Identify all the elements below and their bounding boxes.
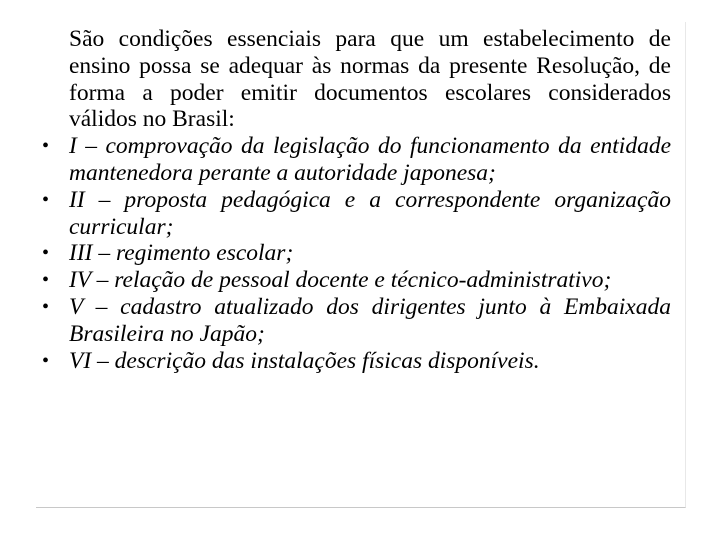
intro-paragraph: São condições essenciais para que um estabelecimento de ensino possa se adequar às normas da presente Resolução, de forma a poder emitir documentos escolares considerados válidos no Brasil: — [69, 26, 671, 133]
list-item-text: V – cadastro atualizado dos dirigentes junto à Embaixada Brasileira no Japão; — [69, 293, 671, 347]
list-item-text: III – regimento escolar; — [69, 240, 294, 267]
list-item — [42, 240, 671, 267]
list-item — [42, 133, 671, 187]
list-item-text: IV – relação de pessoal docente e técnico-administrativo; — [69, 267, 612, 294]
requirements-list — [42, 133, 671, 374]
text-block — [42, 26, 671, 374]
bullet-icon: • — [42, 349, 50, 372]
list-item — [42, 267, 671, 294]
bullet-icon: • — [42, 135, 50, 158]
list-item — [42, 293, 671, 348]
list-item-text: I – comprovação da legislação do funcionamento da entidade mantenedora perante a autoridade japonesa; — [69, 133, 671, 186]
list-item-text: VI – descrição das instalações físicas disponíveis. — [69, 347, 540, 374]
list-item — [42, 186, 671, 241]
list-item — [42, 347, 671, 375]
list-item-text: II – proposta pedagógica e a correspondente organização curricular; — [69, 186, 671, 240]
bullet-icon: • — [42, 269, 50, 292]
bullet-icon: • — [42, 242, 50, 265]
bullet-icon: • — [42, 295, 50, 318]
bullet-icon: • — [42, 188, 50, 211]
